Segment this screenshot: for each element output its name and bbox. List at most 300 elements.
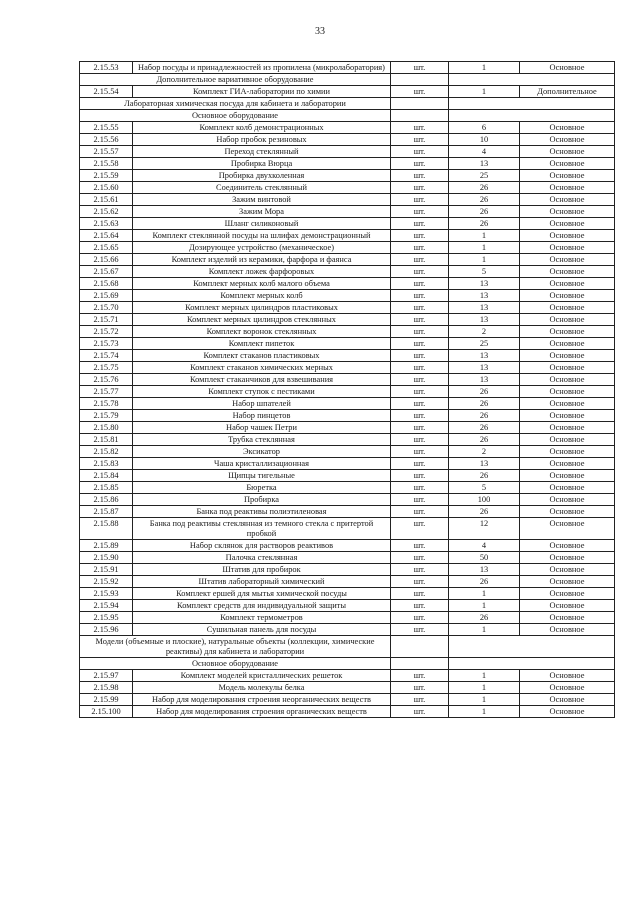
item-code: 2.15.71: [80, 314, 133, 326]
item-unit: шт.: [391, 242, 449, 254]
table-row: [80, 706, 615, 718]
item-code: 2.15.80: [80, 422, 133, 434]
table-row: [80, 434, 615, 446]
section-header-row: [80, 110, 615, 122]
section-title: Основное оборудование: [80, 110, 391, 122]
item-name: Банка под реактивы стеклянная из темного стекла с притертой пробкой: [133, 518, 391, 540]
item-quantity: 26: [449, 182, 520, 194]
empty-cell: [391, 110, 449, 122]
item-quantity: 1: [449, 588, 520, 600]
item-name: Комплект воронок стеклянных: [133, 326, 391, 338]
item-name: Комплект пипеток: [133, 338, 391, 350]
item-name: Комплект стаканов пластиковых: [133, 350, 391, 362]
item-unit: шт.: [391, 434, 449, 446]
item-code: 2.15.88: [80, 518, 133, 540]
table-row: [80, 374, 615, 386]
item-quantity: 26: [449, 398, 520, 410]
item-type: Основное: [520, 146, 615, 158]
table-row: [80, 470, 615, 482]
item-code: 2.15.53: [80, 62, 133, 74]
item-code: 2.15.63: [80, 218, 133, 230]
table-row: [80, 386, 615, 398]
item-type: Основное: [520, 552, 615, 564]
item-quantity: 13: [449, 314, 520, 326]
item-unit: шт.: [391, 218, 449, 230]
item-name: Комплект моделей кристаллических решеток: [133, 670, 391, 682]
item-name: Комплект мерных колб малого объема: [133, 278, 391, 290]
item-code: 2.15.65: [80, 242, 133, 254]
table-row: [80, 362, 615, 374]
item-code: 2.15.95: [80, 612, 133, 624]
item-type: Дополнительное: [520, 86, 615, 98]
section-title: Лабораторная химическая посуда для кабинета и лаборатории: [80, 98, 391, 110]
item-unit: шт.: [391, 494, 449, 506]
item-name: Комплект средств для индивидуальной защиты: [133, 600, 391, 612]
item-code: 2.15.70: [80, 302, 133, 314]
item-name: Чаша кристаллизационная: [133, 458, 391, 470]
item-quantity: 26: [449, 206, 520, 218]
item-type: Основное: [520, 398, 615, 410]
item-unit: шт.: [391, 290, 449, 302]
item-unit: шт.: [391, 682, 449, 694]
empty-cell: [391, 98, 449, 110]
empty-cell: [391, 636, 449, 658]
item-type: Основное: [520, 314, 615, 326]
item-type: Основное: [520, 624, 615, 636]
item-type: Основное: [520, 446, 615, 458]
item-type: Основное: [520, 564, 615, 576]
empty-cell: [449, 636, 615, 658]
item-name: Пробирка: [133, 494, 391, 506]
table-row: [80, 290, 615, 302]
item-code: 2.15.87: [80, 506, 133, 518]
item-code: 2.15.85: [80, 482, 133, 494]
item-unit: шт.: [391, 302, 449, 314]
item-code: 2.15.68: [80, 278, 133, 290]
item-name: Комплект стеклянной посуды на шлифах демонстрационный: [133, 230, 391, 242]
item-type: Основное: [520, 494, 615, 506]
item-name: Штатив лабораторный химический: [133, 576, 391, 588]
item-type: Основное: [520, 194, 615, 206]
item-name: Сушильная панель для посуды: [133, 624, 391, 636]
item-code: 2.15.61: [80, 194, 133, 206]
empty-cell: [449, 110, 615, 122]
table-row: [80, 302, 615, 314]
item-unit: шт.: [391, 122, 449, 134]
item-type: Основное: [520, 670, 615, 682]
table-row: [80, 576, 615, 588]
item-unit: шт.: [391, 362, 449, 374]
item-unit: шт.: [391, 386, 449, 398]
item-quantity: 26: [449, 422, 520, 434]
table-row: [80, 278, 615, 290]
item-unit: шт.: [391, 552, 449, 564]
item-name: Набор для моделирования строения неорганических веществ: [133, 694, 391, 706]
item-type: Основное: [520, 682, 615, 694]
item-quantity: 26: [449, 576, 520, 588]
item-quantity: 13: [449, 158, 520, 170]
item-code: 2.15.78: [80, 398, 133, 410]
item-type: Основное: [520, 350, 615, 362]
item-type: Основное: [520, 518, 615, 540]
table-row: [80, 122, 615, 134]
section-header-row: [80, 636, 615, 658]
table-row: [80, 146, 615, 158]
empty-cell: [391, 658, 449, 670]
item-unit: шт.: [391, 458, 449, 470]
item-quantity: 26: [449, 612, 520, 624]
item-code: 2.15.73: [80, 338, 133, 350]
section-title: Модели (объемные и плоские), натуральные объекты (коллекции, химические реактивы) для кабинета и лаборатории: [80, 636, 391, 658]
item-quantity: 6: [449, 122, 520, 134]
item-unit: шт.: [391, 422, 449, 434]
equipment-table: [79, 61, 615, 718]
item-type: Основное: [520, 434, 615, 446]
table-row: [80, 588, 615, 600]
item-type: Основное: [520, 326, 615, 338]
empty-cell: [391, 74, 449, 86]
item-quantity: 13: [449, 564, 520, 576]
equipment-table-body: [80, 62, 615, 718]
item-quantity: 1: [449, 624, 520, 636]
item-unit: шт.: [391, 350, 449, 362]
item-type: Основное: [520, 122, 615, 134]
item-code: 2.15.58: [80, 158, 133, 170]
item-type: Основное: [520, 290, 615, 302]
table-row: [80, 218, 615, 230]
item-code: 2.15.86: [80, 494, 133, 506]
item-code: 2.15.98: [80, 682, 133, 694]
item-code: 2.15.55: [80, 122, 133, 134]
item-name: Комплект термометров: [133, 612, 391, 624]
item-type: Основное: [520, 458, 615, 470]
item-name: Переход стеклянный: [133, 146, 391, 158]
item-quantity: 25: [449, 170, 520, 182]
item-quantity: 4: [449, 540, 520, 552]
table-row: [80, 230, 615, 242]
item-unit: шт.: [391, 588, 449, 600]
item-code: 2.15.72: [80, 326, 133, 338]
item-code: 2.15.84: [80, 470, 133, 482]
item-name: Комплект мерных цилиндров стеклянных: [133, 314, 391, 326]
item-type: Основное: [520, 242, 615, 254]
item-unit: шт.: [391, 600, 449, 612]
item-unit: шт.: [391, 410, 449, 422]
item-type: Основное: [520, 422, 615, 434]
item-unit: шт.: [391, 158, 449, 170]
item-code: 2.15.54: [80, 86, 133, 98]
table-row: [80, 326, 615, 338]
item-name: Набор пинцетов: [133, 410, 391, 422]
item-name: Соединитель стеклянный: [133, 182, 391, 194]
table-row: [80, 670, 615, 682]
item-type: Основное: [520, 470, 615, 482]
item-code: 2.15.94: [80, 600, 133, 612]
item-quantity: 13: [449, 374, 520, 386]
item-unit: шт.: [391, 62, 449, 74]
item-quantity: 26: [449, 434, 520, 446]
item-quantity: 100: [449, 494, 520, 506]
item-code: 2.15.62: [80, 206, 133, 218]
item-unit: шт.: [391, 170, 449, 182]
item-quantity: 1: [449, 682, 520, 694]
item-name: Штатив для пробирок: [133, 564, 391, 576]
table-row: [80, 254, 615, 266]
table-row: [80, 494, 615, 506]
item-quantity: 1: [449, 62, 520, 74]
item-quantity: 4: [449, 146, 520, 158]
table-row: [80, 482, 615, 494]
item-name: Зажим Мора: [133, 206, 391, 218]
table-row: [80, 682, 615, 694]
item-unit: шт.: [391, 206, 449, 218]
item-type: Основное: [520, 374, 615, 386]
item-code: 2.15.76: [80, 374, 133, 386]
item-type: Основное: [520, 206, 615, 218]
item-unit: шт.: [391, 230, 449, 242]
item-name: Эксикатор: [133, 446, 391, 458]
table-row: [80, 564, 615, 576]
item-name: Пробирка Вюрца: [133, 158, 391, 170]
item-name: Комплект мерных цилиндров пластиковых: [133, 302, 391, 314]
item-type: Основное: [520, 266, 615, 278]
item-code: 2.15.57: [80, 146, 133, 158]
item-quantity: 26: [449, 506, 520, 518]
item-quantity: 1: [449, 694, 520, 706]
item-quantity: 25: [449, 338, 520, 350]
item-code: 2.15.56: [80, 134, 133, 146]
item-name: Комплект ступок с пестиками: [133, 386, 391, 398]
item-code: 2.15.100: [80, 706, 133, 718]
item-type: Основное: [520, 158, 615, 170]
item-name: Зажим винтовой: [133, 194, 391, 206]
item-quantity: 5: [449, 266, 520, 278]
table-row: [80, 506, 615, 518]
item-code: 2.15.82: [80, 446, 133, 458]
table-row: [80, 314, 615, 326]
item-type: Основное: [520, 62, 615, 74]
page-number: 33: [315, 26, 325, 37]
item-code: 2.15.96: [80, 624, 133, 636]
item-type: Основное: [520, 302, 615, 314]
item-unit: шт.: [391, 612, 449, 624]
table-row: [80, 458, 615, 470]
item-name: Комплект мерных колб: [133, 290, 391, 302]
table-row: [80, 612, 615, 624]
table-row: [80, 350, 615, 362]
item-name: Трубка стеклянная: [133, 434, 391, 446]
item-quantity: 5: [449, 482, 520, 494]
item-name: Пробирка двухколенная: [133, 170, 391, 182]
item-quantity: 13: [449, 290, 520, 302]
item-type: Основное: [520, 506, 615, 518]
item-code: 2.15.67: [80, 266, 133, 278]
item-type: Основное: [520, 540, 615, 552]
item-quantity: 1: [449, 86, 520, 98]
item-type: Основное: [520, 278, 615, 290]
item-code: 2.15.64: [80, 230, 133, 242]
section-header-row: [80, 658, 615, 670]
item-name: Комплект изделий из керамики, фарфора и фаянса: [133, 254, 391, 266]
item-code: 2.15.89: [80, 540, 133, 552]
item-name: Комплект колб демонстрационных: [133, 122, 391, 134]
item-code: 2.15.97: [80, 670, 133, 682]
item-type: Основное: [520, 362, 615, 374]
item-name: Банка под реактивы полиэтиленовая: [133, 506, 391, 518]
table-row: [80, 158, 615, 170]
item-code: 2.15.77: [80, 386, 133, 398]
table-row: [80, 600, 615, 612]
section-header-row: [80, 74, 615, 86]
item-code: 2.15.75: [80, 362, 133, 374]
table-row: [80, 206, 615, 218]
table-row: [80, 410, 615, 422]
item-code: 2.15.59: [80, 170, 133, 182]
item-type: Основное: [520, 706, 615, 718]
item-name: Комплект ГИА-лаборатории по химии: [133, 86, 391, 98]
item-type: Основное: [520, 612, 615, 624]
item-name: Бюретка: [133, 482, 391, 494]
item-quantity: 1: [449, 670, 520, 682]
item-type: Основное: [520, 230, 615, 242]
item-name: Дозирующее устройство (механическое): [133, 242, 391, 254]
item-unit: шт.: [391, 278, 449, 290]
item-name: Набор чашек Петри: [133, 422, 391, 434]
section-title: Дополнительное вариативное оборудование: [80, 74, 391, 86]
item-quantity: 50: [449, 552, 520, 564]
table-row: [80, 62, 615, 74]
item-quantity: 2: [449, 326, 520, 338]
item-unit: шт.: [391, 194, 449, 206]
item-quantity: 2: [449, 446, 520, 458]
item-code: 2.15.91: [80, 564, 133, 576]
table-row: [80, 446, 615, 458]
item-unit: шт.: [391, 540, 449, 552]
item-type: Основное: [520, 410, 615, 422]
item-code: 2.15.66: [80, 254, 133, 266]
table-row: [80, 694, 615, 706]
table-row: [80, 518, 615, 540]
item-name: Комплект стаканчиков для взвешивания: [133, 374, 391, 386]
item-unit: шт.: [391, 398, 449, 410]
item-name: Шланг силиконовый: [133, 218, 391, 230]
item-code: 2.15.90: [80, 552, 133, 564]
item-unit: шт.: [391, 86, 449, 98]
table-row: [80, 624, 615, 636]
item-quantity: 26: [449, 410, 520, 422]
item-code: 2.15.79: [80, 410, 133, 422]
item-quantity: 26: [449, 194, 520, 206]
item-name: Набор посуды и принадлежностей из пропилена (микролаборатория): [133, 62, 391, 74]
item-unit: шт.: [391, 706, 449, 718]
item-type: Основное: [520, 134, 615, 146]
item-type: Основное: [520, 338, 615, 350]
table-row: [80, 170, 615, 182]
section-title: Основное оборудование: [80, 658, 391, 670]
item-type: Основное: [520, 170, 615, 182]
item-type: Основное: [520, 254, 615, 266]
item-unit: шт.: [391, 326, 449, 338]
item-quantity: 13: [449, 458, 520, 470]
empty-cell: [449, 658, 615, 670]
table-row: [80, 242, 615, 254]
item-code: 2.15.81: [80, 434, 133, 446]
item-quantity: 1: [449, 230, 520, 242]
item-name: Палочка стеклянная: [133, 552, 391, 564]
item-name: Набор для моделирования строения органических веществ: [133, 706, 391, 718]
item-unit: шт.: [391, 446, 449, 458]
item-unit: шт.: [391, 624, 449, 636]
item-name: Щипцы тигельные: [133, 470, 391, 482]
item-name: Набор шпателей: [133, 398, 391, 410]
item-name: Комплект ложек фарфоровых: [133, 266, 391, 278]
item-code: 2.15.99: [80, 694, 133, 706]
item-name: Комплект стаканов химических мерных: [133, 362, 391, 374]
item-type: Основное: [520, 600, 615, 612]
table-row: [80, 86, 615, 98]
item-unit: шт.: [391, 482, 449, 494]
item-type: Основное: [520, 588, 615, 600]
empty-cell: [449, 74, 615, 86]
table-row: [80, 194, 615, 206]
table-row: [80, 182, 615, 194]
item-name: Модель молекулы белка: [133, 682, 391, 694]
item-unit: шт.: [391, 670, 449, 682]
item-name: Набор пробок резиновых: [133, 134, 391, 146]
item-unit: шт.: [391, 314, 449, 326]
item-type: Основное: [520, 182, 615, 194]
item-unit: шт.: [391, 576, 449, 588]
item-unit: шт.: [391, 134, 449, 146]
item-unit: шт.: [391, 182, 449, 194]
item-type: Основное: [520, 576, 615, 588]
empty-cell: [449, 98, 615, 110]
item-quantity: 1: [449, 242, 520, 254]
item-quantity: 1: [449, 600, 520, 612]
item-quantity: 26: [449, 470, 520, 482]
table-row: [80, 338, 615, 350]
table-row: [80, 540, 615, 552]
item-quantity: 10: [449, 134, 520, 146]
item-code: 2.15.69: [80, 290, 133, 302]
item-code: 2.15.92: [80, 576, 133, 588]
item-name: Комплект ершей для мытья химической посуды: [133, 588, 391, 600]
item-quantity: 26: [449, 218, 520, 230]
item-type: Основное: [520, 386, 615, 398]
item-type: Основное: [520, 218, 615, 230]
table-row: [80, 398, 615, 410]
item-quantity: 26: [449, 386, 520, 398]
item-quantity: 12: [449, 518, 520, 540]
item-unit: шт.: [391, 470, 449, 482]
item-code: 2.15.83: [80, 458, 133, 470]
item-code: 2.15.93: [80, 588, 133, 600]
item-quantity: 13: [449, 278, 520, 290]
table-row: [80, 422, 615, 434]
item-unit: шт.: [391, 518, 449, 540]
item-quantity: 1: [449, 254, 520, 266]
item-type: Основное: [520, 694, 615, 706]
item-code: 2.15.74: [80, 350, 133, 362]
item-unit: шт.: [391, 694, 449, 706]
item-code: 2.15.60: [80, 182, 133, 194]
item-name: Набор склянок для растворов реактивов: [133, 540, 391, 552]
item-unit: шт.: [391, 506, 449, 518]
item-unit: шт.: [391, 254, 449, 266]
item-quantity: 13: [449, 350, 520, 362]
section-header-row: [80, 98, 615, 110]
item-quantity: 1: [449, 706, 520, 718]
